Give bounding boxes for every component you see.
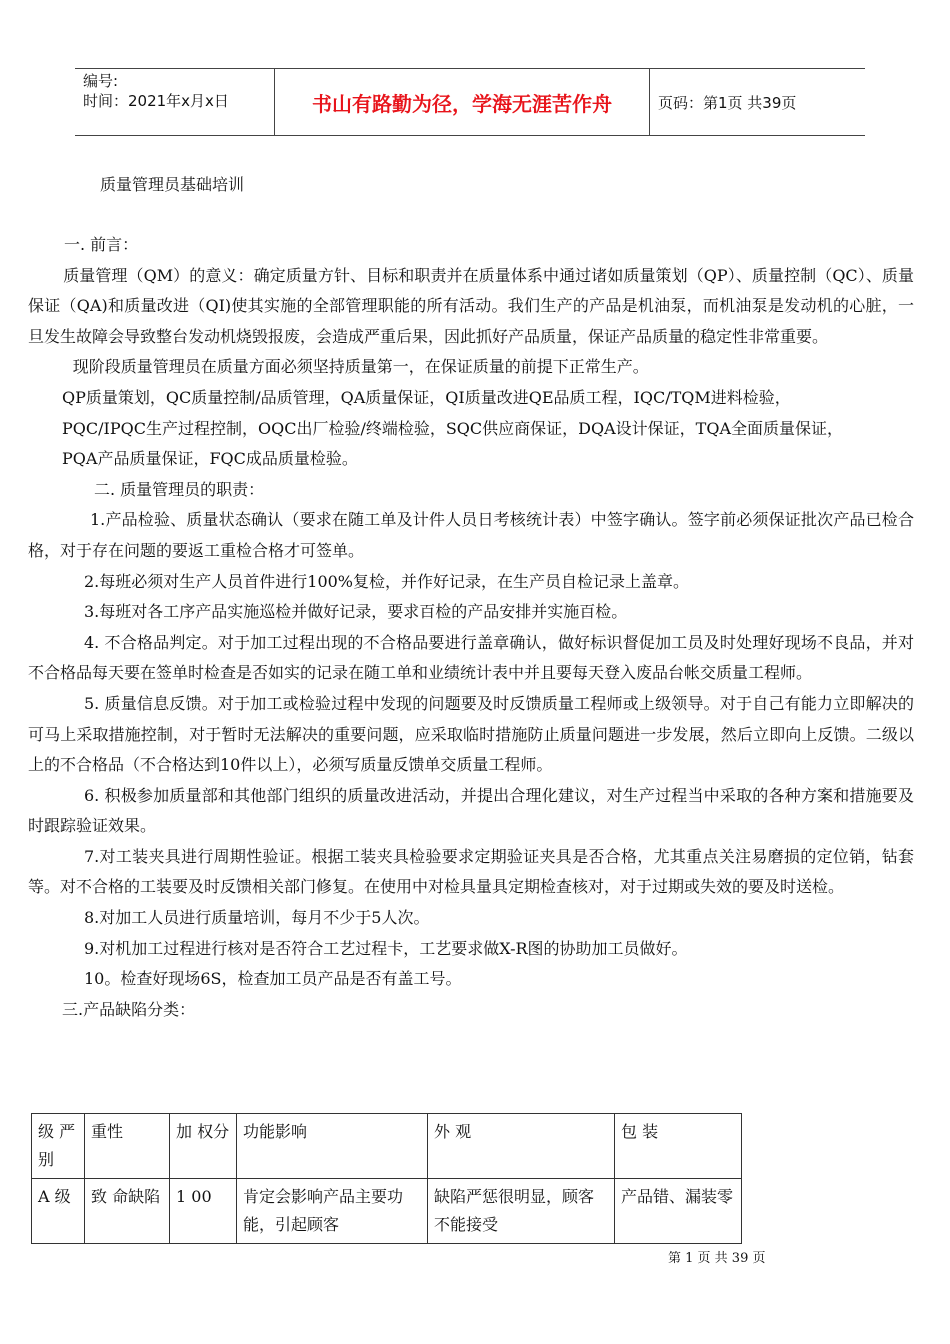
table-header-cell: 加 权分 (170, 1114, 237, 1179)
header-motto: 书山有路勤为径，学海无涯苦作舟 (275, 69, 650, 135)
table-cell: 致 命缺陷 (85, 1179, 170, 1244)
section-heading: 二. 质量管理员的职责： (94, 479, 265, 499)
paragraph: PQC/IPQC生产过程控制，OQC出厂检验/终端检验，SQC供应商保证，DQA设计保证，TQA全面质量保证， (62, 418, 843, 438)
defect-table (31, 1113, 742, 1244)
table-cell: 1 00 (170, 1179, 237, 1244)
table-header-cell: 重性 (85, 1114, 170, 1179)
table-header-cell: 外 观 (428, 1114, 615, 1179)
header-page-label: 页码：第1页 共39页 (658, 93, 797, 112)
table-cell: 缺陷严惩很明显，顾客不能接受 (428, 1179, 615, 1244)
list-item: 10。检查好现场6S，检查加工员产品是否有盖工号。 (84, 969, 462, 989)
list-item: 3.每班对各工序产品实施巡检并做好记录，要求百检的产品安排并实施百检。 (84, 602, 628, 622)
list-item: 2.每班必须对生产人员首件进行100%复检，并作好记录，在生产员自检记录上盖章。 (84, 571, 690, 591)
list-item: 6. 积极参加质量部和其他部门组织的质量改进活动，并提出合理化建议，对生产过程当中采取的各种方案和措施要及时跟踪验证效果。 (28, 785, 914, 836)
list-item: 9.对机加工过程进行核对是否符合工艺过程卡，工艺要求做X-R图的协助加工员做好。 (84, 938, 688, 958)
table-cell: 产品错、漏装零 (615, 1179, 742, 1244)
page-footer: 第 1 页 共 39 页 (668, 1251, 766, 1266)
paragraph: PQA产品质量保证，FQC成品质量检验。 (62, 449, 358, 469)
table-row (32, 1179, 742, 1244)
paragraph: 现阶段质量管理员在质量方面必须坚持质量第一，在保证质量的前提下正常生产。 (72, 357, 649, 377)
list-item: 1.产品检验、质量状态确认（要求在随工单及计件人员日考核统计表）中签字确认。签字前必须保证批次产品已检合格，对于存在问题的要返工重检合格才可签单。 (28, 510, 914, 560)
header-meta (75, 69, 275, 135)
list-item: 4. 不合格品判定。对于加工过程出现的不合格品要进行盖章确认，做好标识督促加工员及时处理好现场不良品，并对不合格品每天要在签单时检查是否如实的记录在随工单和业绩统计表中并且要每天登入废品台帐交质量工程师。 (28, 632, 914, 683)
paragraph: 质量管理（QM）的意义：确定质量方针、目标和职责并在质量体系中通过诸如质量策划（QP）、质量控制（QC）、质量保证（QA)和质量改进（QI)使其实施的全部管理职能的所有活动。我们生产的产品是机油泵，而机油泵是发动机的心脏，一旦发生故障会导致整台发动机烧毁报废，会造成严重后果，因此抓好产品质量，保证产品质量的稳定性非常重要。 (28, 265, 914, 346)
list-item: 8.对加工人员进行质量培训，每月不少于5人次。 (84, 908, 430, 928)
table-cell: A 级 (32, 1179, 85, 1244)
list-item: 5. 质量信息反馈。对于加工或检验过程中发现的问题要及时反馈质量工程师或上级领导。对于自己有能力立即解决的可马上采取措施控制，对于暂时无法解决的重要问题，应采取临时措施防止质量问题进一步发展，然后立即向上反馈。二级以上的不合格品（不合格达到10件以上），必须写质量反馈单交质量工程师。 (28, 693, 914, 775)
doc-title: 质量管理员基础培训 (100, 175, 245, 194)
doc-body (28, 230, 914, 1025)
table-header-row (32, 1114, 742, 1179)
header-bar (75, 68, 865, 136)
list-item: 7.对工装夹具进行周期性验证。根据工装夹具检验要求定期验证夹具是否合格，尤其重点关注易磨损的定位销，钻套等。对不合格的工装要及时反馈相关部门修复。在使用中对检具量具定期检查核对，对于过期或失效的要及时送检。 (28, 846, 914, 897)
time-label: 时间：2021年x月x日 (83, 92, 229, 110)
section-heading: 三.产品缺陷分类： (62, 999, 196, 1019)
number-label: 编号: (83, 72, 119, 90)
table-header-cell: 包 装 (615, 1114, 742, 1179)
table-header-cell: 级 严 别 (32, 1114, 85, 1179)
table-cell: 肯定会影响产品主要功能，引起顾客 (237, 1179, 428, 1244)
paragraph: QP质量策划，QC质量控制/品质管理，QA质量保证，QI质量改进QE品质工程，IQC/TQM进料检验， (62, 387, 791, 407)
section-heading: 一. 前言： (64, 235, 139, 254)
table-header-cell: 功能影响 (237, 1114, 428, 1179)
